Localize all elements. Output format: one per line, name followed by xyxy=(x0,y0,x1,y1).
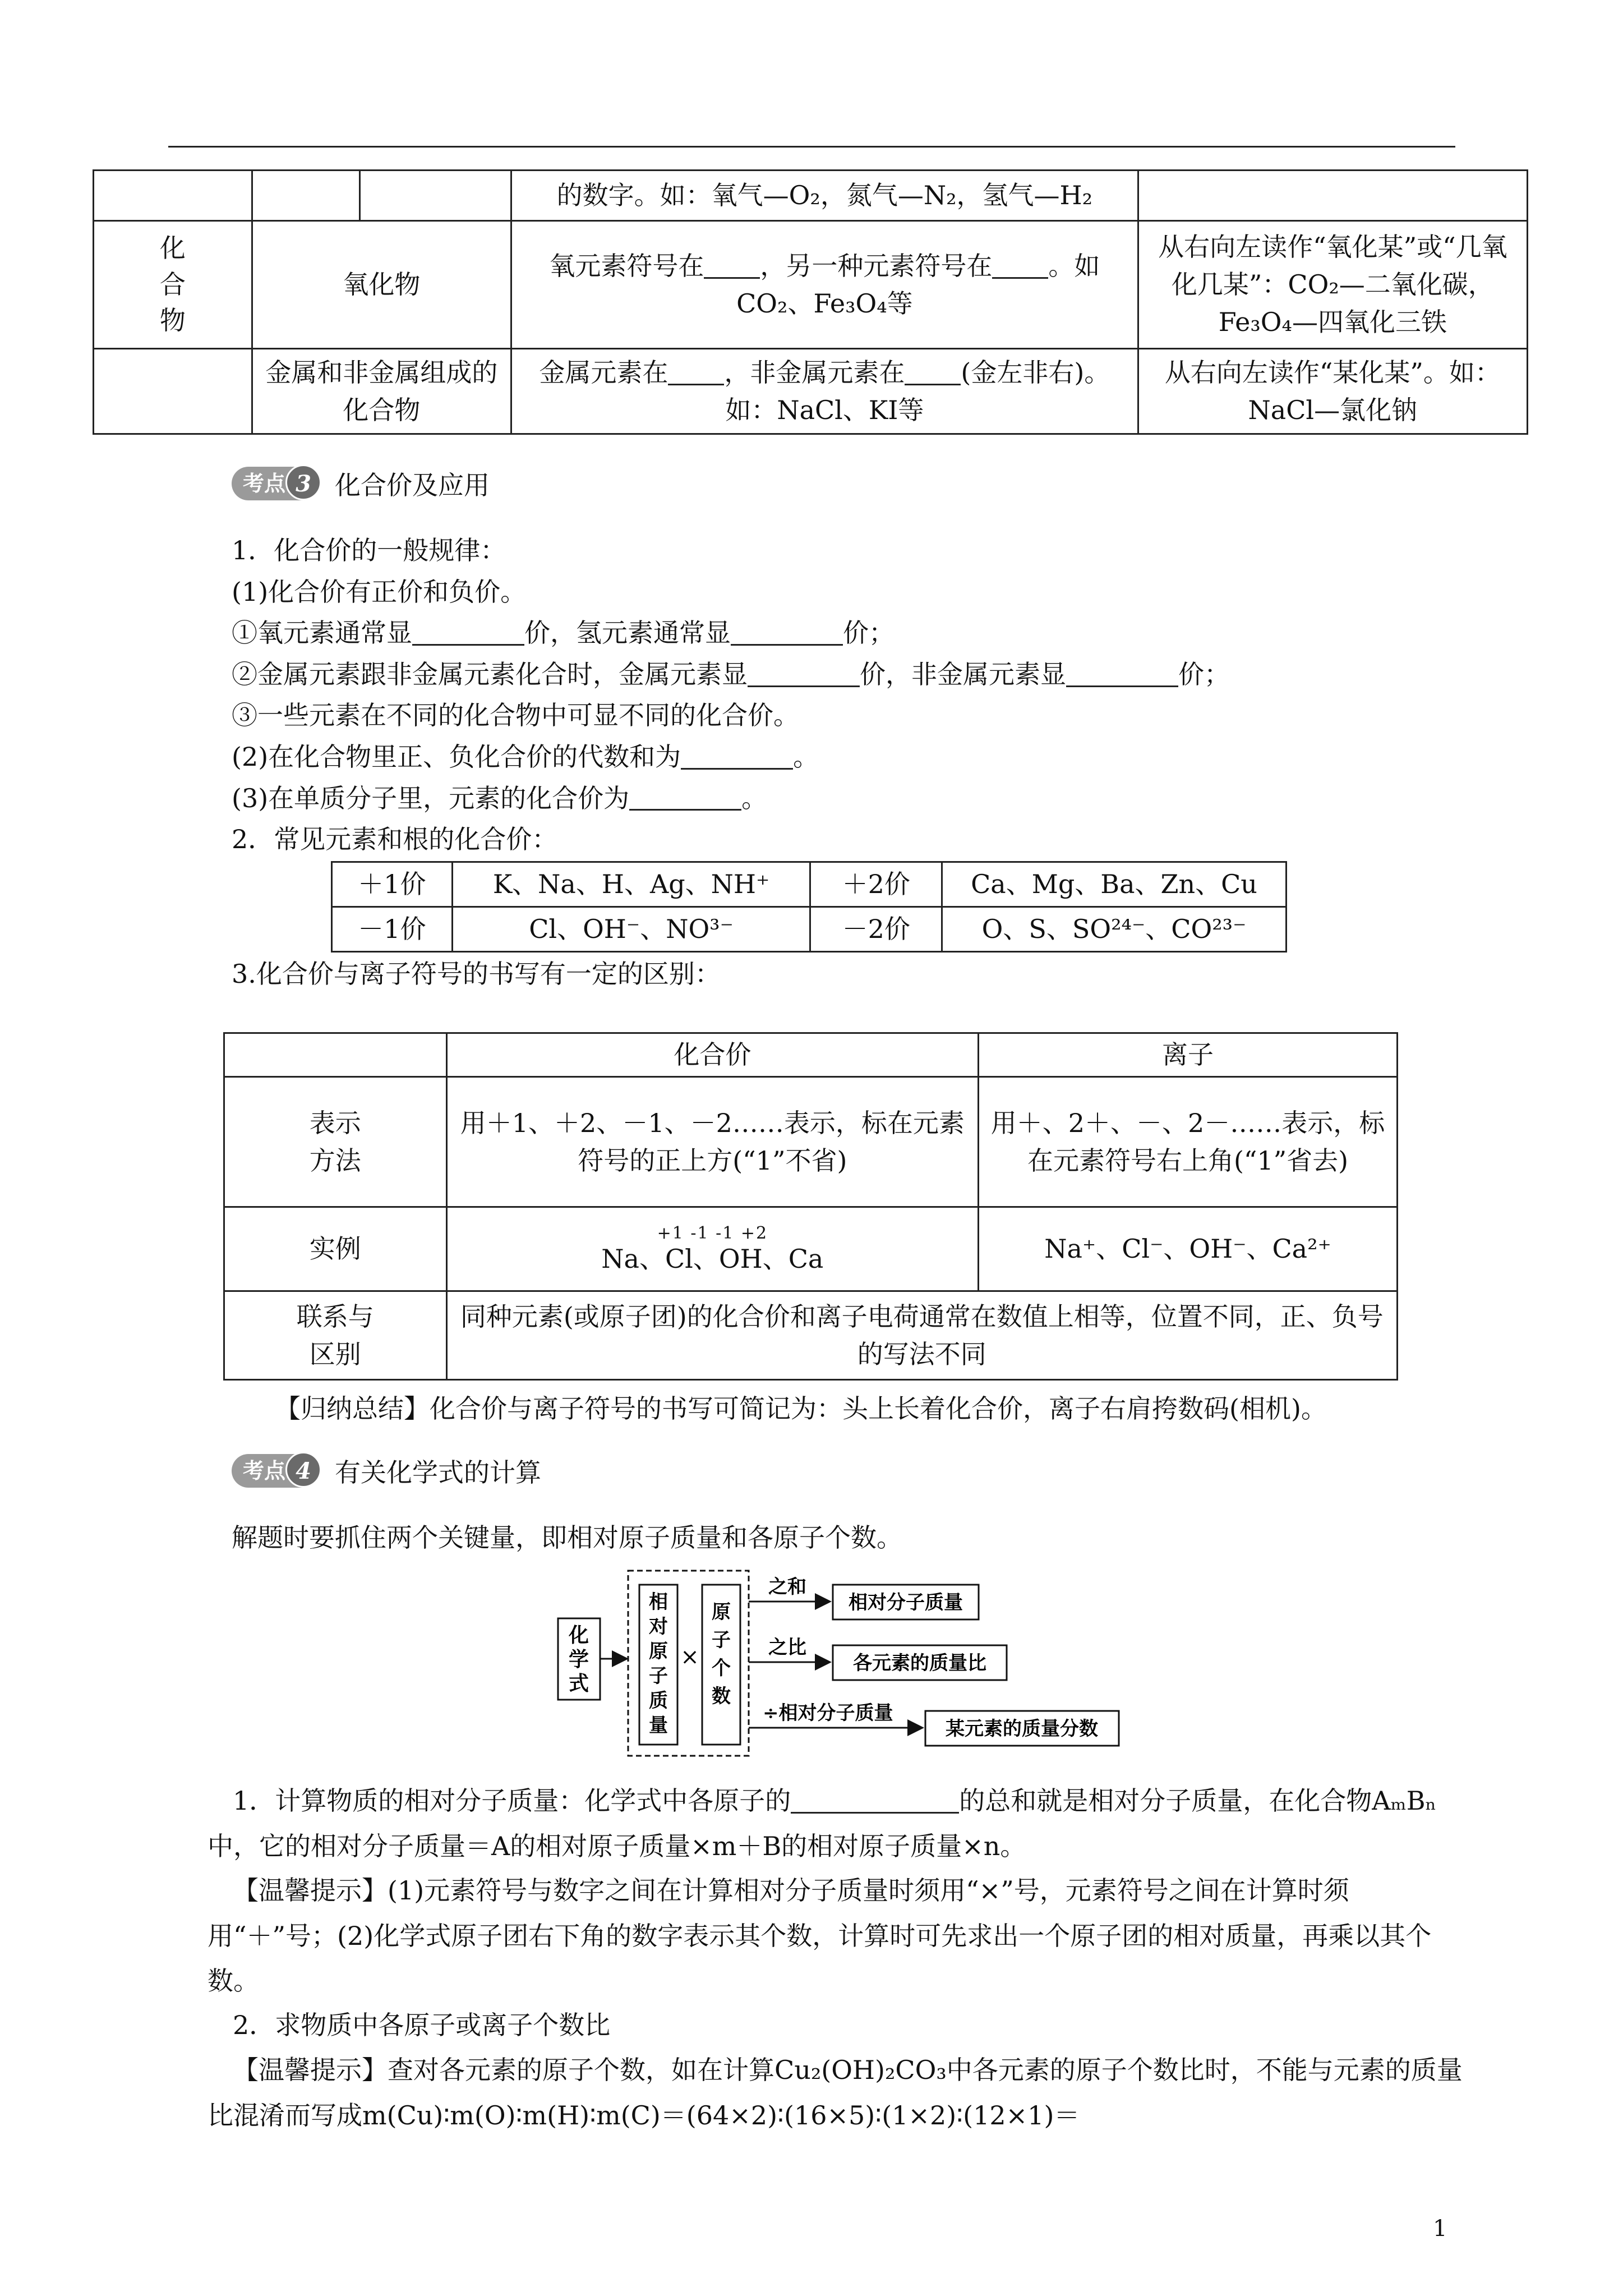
formula-label: 化学式 xyxy=(568,1623,589,1695)
mass-ratio-label: 各元素的质量比 xyxy=(853,1652,986,1674)
table-row: 实例 +1 -1 -1 +2 Na、Cl、OH、Ca Na⁺、Cl⁻、OH⁻、Ca²⁺ xyxy=(224,1207,1398,1291)
table-row: 联系与区别 同种元素(或原子团)的化合价和离子电荷通常在数值上相等，位置不同，正、负号的写法不同 xyxy=(224,1291,1398,1380)
kaodian-badge: 考点 4 xyxy=(232,1454,319,1488)
header-rule xyxy=(168,146,1455,148)
table-row xyxy=(224,1033,1398,1077)
ratio-label: 之比 xyxy=(768,1636,806,1659)
valence-vs-ion-table xyxy=(223,1032,1398,1381)
kaodian-3-heading xyxy=(232,466,490,501)
kaodian-4-heading xyxy=(232,1453,541,1489)
table-row: ＋1价 K、Na、H、Ag、NH⁺ ＋2价 Ca、Mg、Ba、Zn、Cu xyxy=(332,862,1287,907)
sum-label: 之和 xyxy=(768,1576,806,1598)
valence-rules: 1．化合价的一般规律： (1)化合价有正价和负价。 ①氧元素通常显 价，氢元素通常显 价； ②金属元素跟非金属元素化合时，金属元素显 价，非金属元素显 价； ③一些元素在不同的化合物中可显不同的化合价。 (2)在化合物里正、负化合价的代数和为 。 (3)在单质分子里，元素的化合价为 。 2．常见元素和根的化合价： xyxy=(232,535,1230,855)
paragraph-2: 2．求物质中各原子或离子个数比 xyxy=(233,2010,611,2040)
section-title: 有关化学式的计算 xyxy=(335,1457,542,1488)
table-row xyxy=(94,349,1528,434)
cell-metal-reading: 从右向左读作“某化某”。如：NaCl—氯化钠 xyxy=(1138,349,1527,434)
page-number: 1 xyxy=(1433,2216,1447,2242)
table-row: 表示方法 用＋1、＋2、－1、－2……表示，标在元素符号的正上方(“1”不省) 用＋、2＋、－、2－……表示，标在元素符号右上角(“1”省去) xyxy=(224,1077,1398,1207)
atomic-mass-label: 相对原子质量 xyxy=(649,1591,668,1737)
kaodian-number: 4 xyxy=(285,1452,321,1488)
header-valence: 化合价 xyxy=(446,1033,979,1077)
table-row xyxy=(94,171,1528,221)
common-valence-table xyxy=(331,861,1287,953)
section-title: 化合价及应用 xyxy=(335,470,490,500)
compound-naming-table xyxy=(93,169,1528,435)
divide-label: ÷相对分子质量 xyxy=(763,1702,893,1724)
cell-element-examples: 的数字。如：氧气—O₂，氮气—N₂，氢气—H₂ xyxy=(511,171,1138,221)
paragraph-1: 1．计算物质的相对分子质量：化学式中各原子的 的总和就是相对分子质量，在化合物AₘBₙ中，它的相对分子质量＝A的相对原子质量×m＋B的相对原子质量×n。 xyxy=(208,1786,1437,1861)
cell-oxide-reading: 从右向左读作“氧化某”或“几氧化几某”：CO₂—二氧化碳，Fe₃O₄—四氧化三铁 xyxy=(1138,221,1527,349)
paragraph-tip-1: 【温馨提示】(1)元素符号与数字之间在计算相对分子质量时须用“×”号，元素符号之间在计算时须用“＋”号；(2)化学式原子团右下角的数字表示其个数，计算时可先求出一个原子团的相对质量，再乘以其个数。 xyxy=(208,1875,1432,1996)
cell-oxide-rule: 氧元素符号在 ，另一种元素符号在 。如 CO₂、Fe₃O₄等 xyxy=(511,221,1138,349)
intro-text: 解题时要抓住两个关键量，即相对原子质量和各原子个数。 xyxy=(232,1522,902,1553)
section-line: 3.化合价与离子符号的书写有一定的区别： xyxy=(232,959,721,989)
table-row xyxy=(94,221,1528,349)
kaodian-badge: 考点 3 xyxy=(232,467,319,500)
mass-fraction-label: 某元素的质量分数 xyxy=(946,1718,1098,1740)
paragraph-tip-2: 【温馨提示】查对各元素的原子个数，如在计算Cu₂(OH)₂CO₃中各元素的原子个数比时，不能与元素的质量比混淆而写成m(Cu)∶m(O)∶m(H)∶m(C)＝(64×2)∶(16×5)∶(1×2)∶(12×1)＝ xyxy=(208,2055,1463,2131)
cell-metal-rule: 金属元素在 ，非金属元素在 (金左非右)。 如：NaCl、KI等 xyxy=(511,349,1138,434)
atom-count-label: 原子个数 xyxy=(712,1601,731,1708)
summary-note: 【归纳总结】化合价与离子符号的书写可简记为：头上长着化合价，离子右肩挎数码(相机)。 xyxy=(275,1393,1327,1424)
cell-metal-nonmetal: 金属和非金属组成的化合物 xyxy=(252,349,511,434)
cell-oxide: 氧化物 xyxy=(252,221,511,349)
molecular-mass-label: 相对分子质量 xyxy=(849,1591,963,1614)
cell-compound-label: 化合物 xyxy=(94,221,252,349)
table-row: －1价 Cl、OH⁻、NO³⁻ －2价 O、S、SO²⁴⁻、CO²³⁻ xyxy=(332,907,1287,952)
header-ion: 离子 xyxy=(979,1033,1398,1077)
formula-calc-diagram xyxy=(555,1568,1144,1761)
times-sign: × xyxy=(680,1644,699,1670)
kaodian-number: 3 xyxy=(285,464,321,500)
